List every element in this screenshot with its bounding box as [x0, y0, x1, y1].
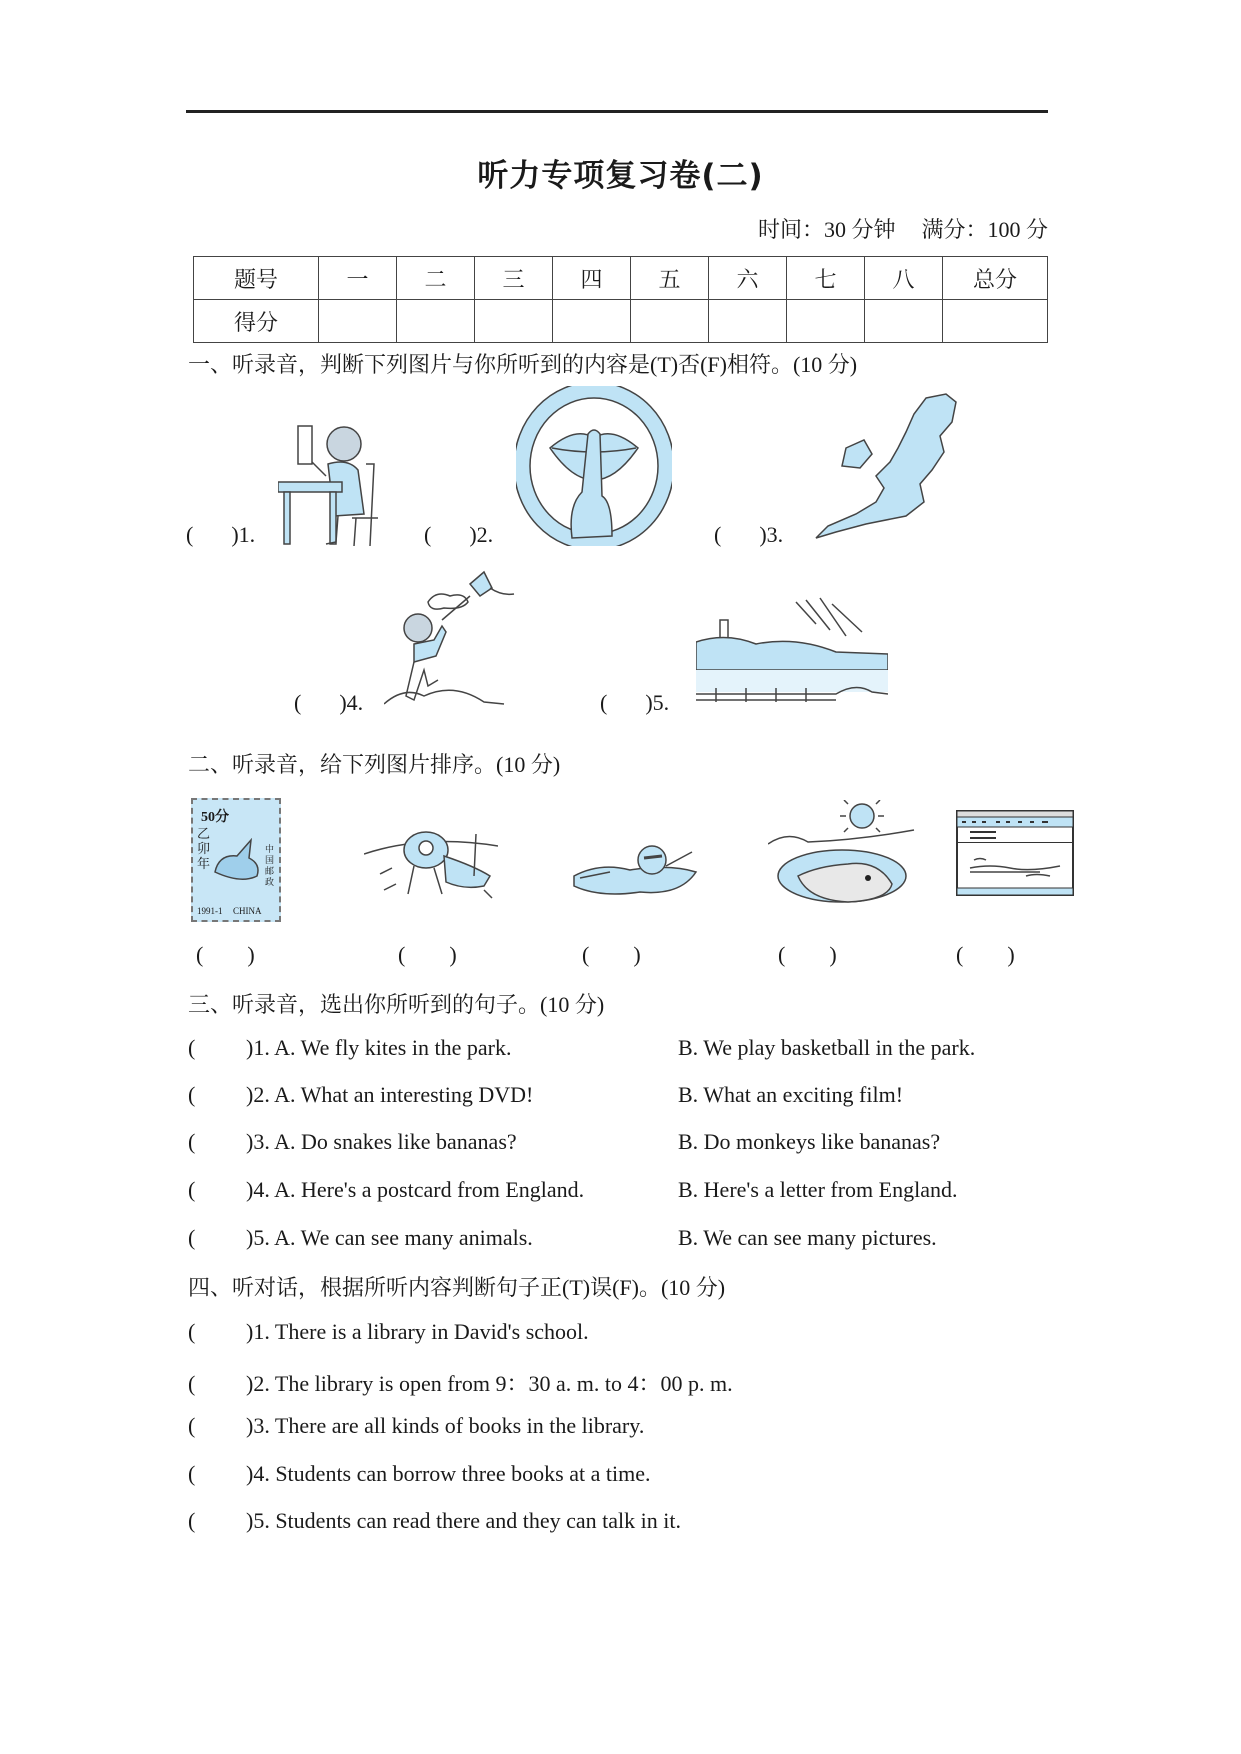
s2-item-3-blank[interactable]: ( ) [582, 942, 641, 967]
exam-time: 时间：30 分钟 [757, 217, 896, 242]
score-cell[interactable] [631, 300, 709, 343]
s4-statement [188, 1367, 733, 1398]
answer-blank[interactable]: ( [188, 1461, 196, 1486]
answer-blank[interactable]: ( [188, 1225, 196, 1250]
option-a: )3. A. Do snakes like bananas? [246, 1129, 517, 1154]
section3-heading: 三、听录音，选出你所听到的句子。(10 分) [188, 992, 605, 1017]
option-a: )5. A. We can see many animals. [246, 1225, 533, 1250]
option-b: B. Here's a letter from England. [678, 1177, 958, 1202]
option-b: B. We play basketball in the park. [678, 1035, 976, 1060]
answer-blank[interactable]: ( [188, 1371, 196, 1396]
computer-window-icon [956, 810, 1074, 896]
swimmer-icon [570, 842, 700, 900]
score-cell[interactable] [787, 300, 865, 343]
s3-question [188, 1129, 940, 1155]
dragon-dance-icon [364, 806, 498, 902]
score-cell[interactable] [943, 300, 1048, 343]
stamp-post: 中国邮政 [265, 844, 275, 887]
section4-heading: 四、听对话，根据所听内容判断句子正(T)误(F)。(10 分) [188, 1275, 726, 1300]
s2-item-2-blank[interactable]: ( ) [398, 942, 457, 967]
score-header-cell: 四 [553, 257, 631, 300]
s2-item-4-blank[interactable]: ( ) [778, 942, 837, 967]
score-cell[interactable] [553, 300, 631, 343]
score-header-cell: 总分 [943, 257, 1048, 300]
score-cell[interactable] [475, 300, 553, 343]
score-cell[interactable] [397, 300, 475, 343]
statement-text: )3. There are all kinds of books in the library. [246, 1413, 645, 1438]
answer-blank[interactable]: ( [188, 1413, 196, 1438]
score-header-cell: 五 [631, 257, 709, 300]
stamp-value: 50分 [201, 810, 229, 825]
s3-question [188, 1177, 957, 1203]
s3-question [188, 1225, 937, 1251]
statement-text: )1. There is a library in David's school. [246, 1319, 589, 1344]
s3-question [188, 1035, 975, 1061]
answer-blank[interactable]: ( [188, 1319, 196, 1344]
score-header-cell: 八 [865, 257, 943, 300]
uk-map-icon [806, 392, 976, 542]
quiet-sign-icon [516, 386, 672, 546]
statement-text: )2. The library is open from 9：30 a. m. to 4：00 p. m. [246, 1371, 733, 1396]
s2-item-1-blank[interactable]: ( ) [196, 942, 255, 967]
option-a: )4. A. Here's a postcard from England. [246, 1177, 585, 1202]
answer-blank[interactable]: ( [188, 1508, 196, 1533]
s1-item-4-blank[interactable]: ( )4. [294, 690, 364, 715]
stamp-country: CHINA [233, 906, 262, 916]
option-a: )2. A. What an interesting DVD! [246, 1082, 534, 1107]
exam-full-score: 满分：100 分 [921, 217, 1048, 242]
exam-meta [732, 213, 1048, 244]
score-cell[interactable] [319, 300, 397, 343]
statement-text: )4. Students can borrow three books at a time. [246, 1461, 651, 1486]
s3-question [188, 1082, 903, 1108]
score-table [193, 256, 1048, 343]
s1-item-1-blank[interactable]: ( )1. [186, 522, 256, 547]
answer-blank[interactable]: ( [188, 1035, 196, 1060]
stamp-code: 1991-1 [197, 906, 223, 916]
option-b: B. What an exciting film! [678, 1082, 904, 1107]
option-a: )1. A. We fly kites in the park. [246, 1035, 512, 1060]
score-cell[interactable] [865, 300, 943, 343]
boy-flying-kite-icon [384, 566, 564, 712]
section1-heading: 一、听录音，判断下列图片与你所听到的内容是(T)否(F)相符。(10 分) [188, 352, 858, 377]
score-table-score-row [194, 300, 1048, 343]
score-header-cell: 题号 [194, 257, 319, 300]
s4-statement [188, 1508, 681, 1534]
score-table-header-row [194, 257, 1048, 300]
score-header-cell: 二 [397, 257, 475, 300]
s4-statement [188, 1413, 644, 1439]
snake-icon [768, 800, 918, 912]
s1-item-3-blank[interactable]: ( )3. [714, 522, 784, 547]
s1-item-5-blank[interactable]: ( )5. [600, 690, 670, 715]
statement-text: )5. Students can read there and they can talk in it. [246, 1508, 681, 1533]
west-lake-icon [696, 596, 888, 710]
section2-heading: 二、听录音，给下列图片排序。(10 分) [188, 752, 561, 777]
option-b: B. We can see many pictures. [678, 1225, 937, 1250]
score-cell[interactable] [709, 300, 787, 343]
s4-statement [188, 1319, 589, 1345]
s2-item-5-blank[interactable]: ( ) [956, 942, 1015, 967]
s4-statement [188, 1461, 650, 1487]
answer-blank[interactable]: ( [188, 1082, 196, 1107]
score-header-cell: 一 [319, 257, 397, 300]
s1-item-2-blank[interactable]: ( )2. [424, 522, 494, 547]
rabbit-stamp-icon [191, 798, 281, 922]
page-title: 听力专项复习卷(二) [477, 158, 764, 194]
score-header-cell: 三 [475, 257, 553, 300]
score-row-label: 得分 [194, 300, 319, 343]
score-header-cell: 六 [709, 257, 787, 300]
score-header-cell: 七 [787, 257, 865, 300]
top-rule [186, 110, 1048, 113]
stamp-year: 乙卯年 [197, 826, 211, 871]
answer-blank[interactable]: ( [188, 1129, 196, 1154]
answer-blank[interactable]: ( [188, 1177, 196, 1202]
option-b: B. Do monkeys like bananas? [678, 1129, 941, 1154]
boy-at-desk-icon [278, 418, 398, 546]
